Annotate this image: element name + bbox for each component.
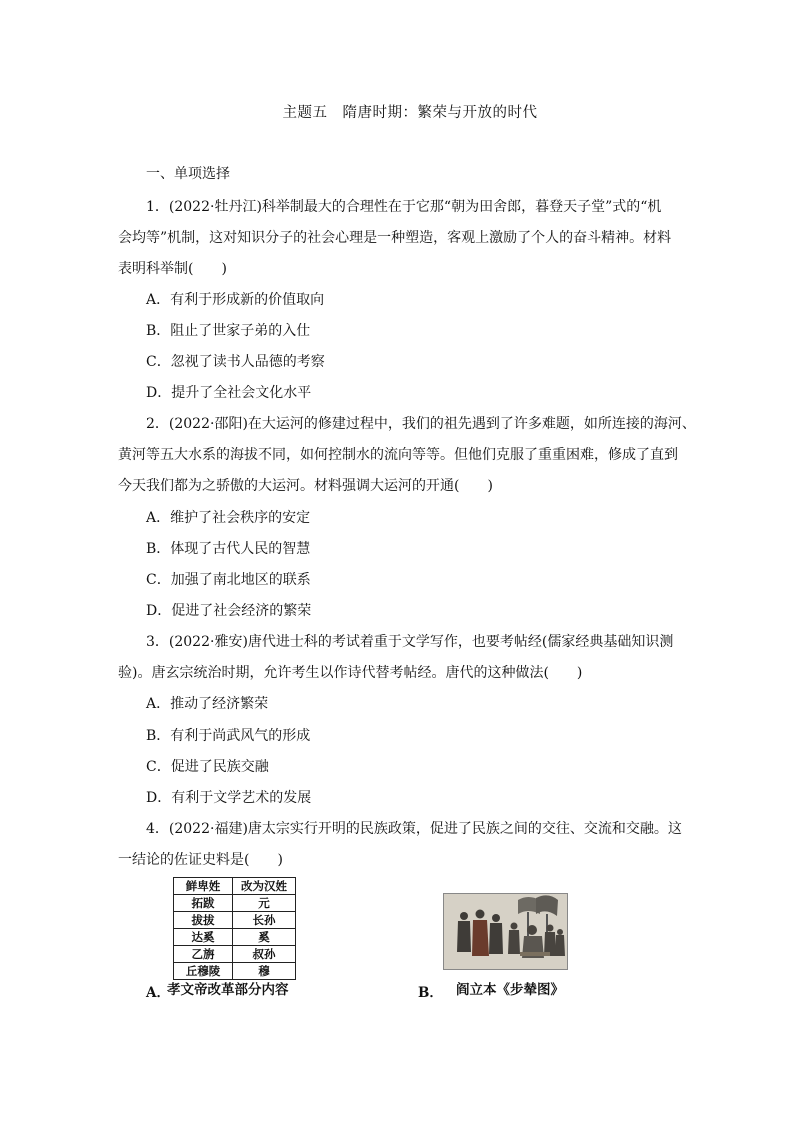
question-1-line-3: 表明科举制( ) [118, 261, 227, 277]
question-3-option-d[interactable]: D．有利于文学艺术的发展 [146, 790, 312, 806]
table-cell: 奚 [233, 929, 296, 946]
table-cell: 元 [233, 895, 296, 912]
question-3-line-2: 验)。唐玄宗统治时期，允许考生以作诗代替考帖经。唐代的这种做法( ) [118, 665, 583, 681]
question-2-option-c[interactable]: C．加强了南北地区的联系 [146, 572, 311, 588]
table-row [174, 912, 296, 929]
option-a-caption: 孝文帝改革部分内容 [167, 982, 289, 998]
table-cell: 长孙 [233, 912, 296, 929]
table-cell: 拔拔 [174, 912, 233, 929]
table-cell: 拓跋 [174, 895, 233, 912]
table-cell: 达奚 [174, 929, 233, 946]
option-b-caption: 阎立本《步辇图》 [456, 982, 564, 998]
table-header-cell: 改为汉姓 [233, 878, 296, 895]
question-2-line-2: 黄河等五大水系的海拔不同，如何控制水的流向等等。但他们克服了重重困难，修成了直到 [118, 447, 678, 463]
table-header-cell: 鲜卑姓 [174, 878, 233, 895]
option-a-letter[interactable]: A． [146, 985, 170, 1001]
table-row [174, 929, 296, 946]
table-cell: 乙旃 [174, 946, 233, 963]
question-1-line-1: 1．(2022·牡丹江)科举制最大的合理性在于它那“朝为田舍郎，暮登天子堂”式的“机 [146, 199, 662, 215]
table-cell: 叔孙 [233, 946, 296, 963]
question-3-line-1: 3．(2022·雅安)唐代进士科的考试着重于文学写作，也要考帖经(儒家经典基础知识测 [146, 634, 674, 650]
table-header-row [174, 878, 296, 895]
question-2-option-b[interactable]: B．体现了古代人民的智慧 [146, 541, 311, 557]
table-row [174, 895, 296, 912]
question-1-line-2: 会均等”机制，这对知识分子的社会心理是一种塑造，客观上激励了个人的奋斗精神。材料 [118, 230, 672, 246]
question-3-option-a[interactable]: A．推动了经济繁荣 [146, 696, 269, 712]
page-title: 主题五 隋唐时期：繁荣与开放的时代 [282, 105, 538, 121]
question-2-line-1: 2．(2022·邵阳)在大运河的修建过程中，我们的祖先遇到了许多难题，如所连接的海河、 [146, 416, 696, 432]
painting-illustration [444, 894, 567, 969]
question-1-option-a[interactable]: A．有利于形成新的价值取向 [146, 292, 325, 308]
section-heading: 一、单项选择 [146, 166, 230, 182]
table-cell: 穆 [233, 963, 296, 980]
surname-table [173, 877, 296, 980]
question-2-option-d[interactable]: D．促进了社会经济的繁荣 [146, 603, 312, 619]
question-3-option-b[interactable]: B．有利于尚武风气的形成 [146, 728, 311, 744]
question-1-option-b[interactable]: B．阻止了世家子弟的入仕 [146, 323, 311, 339]
question-3-option-c[interactable]: C．促进了民族交融 [146, 759, 269, 775]
option-b-letter[interactable]: B． [418, 985, 443, 1001]
table-row [174, 946, 296, 963]
question-1-option-d[interactable]: D．提升了全社会文化水平 [146, 385, 312, 401]
question-1-option-c[interactable]: C．忽视了读书人品德的考察 [146, 354, 325, 370]
buniantu-painting-image [443, 893, 568, 970]
question-2-line-3: 今天我们都为之骄傲的大运河。材料强调大运河的开通( ) [118, 478, 493, 494]
table-row [174, 963, 296, 980]
question-4-line-2: 一结论的佐证史料是( ) [118, 852, 283, 868]
question-2-option-a[interactable]: A．维护了社会秩序的安定 [146, 510, 311, 526]
table-cell: 丘穆陵 [174, 963, 233, 980]
question-4-line-1: 4．(2022·福建)唐太宗实行开明的民族政策，促进了民族之间的交往、交流和交融。这 [146, 821, 682, 837]
